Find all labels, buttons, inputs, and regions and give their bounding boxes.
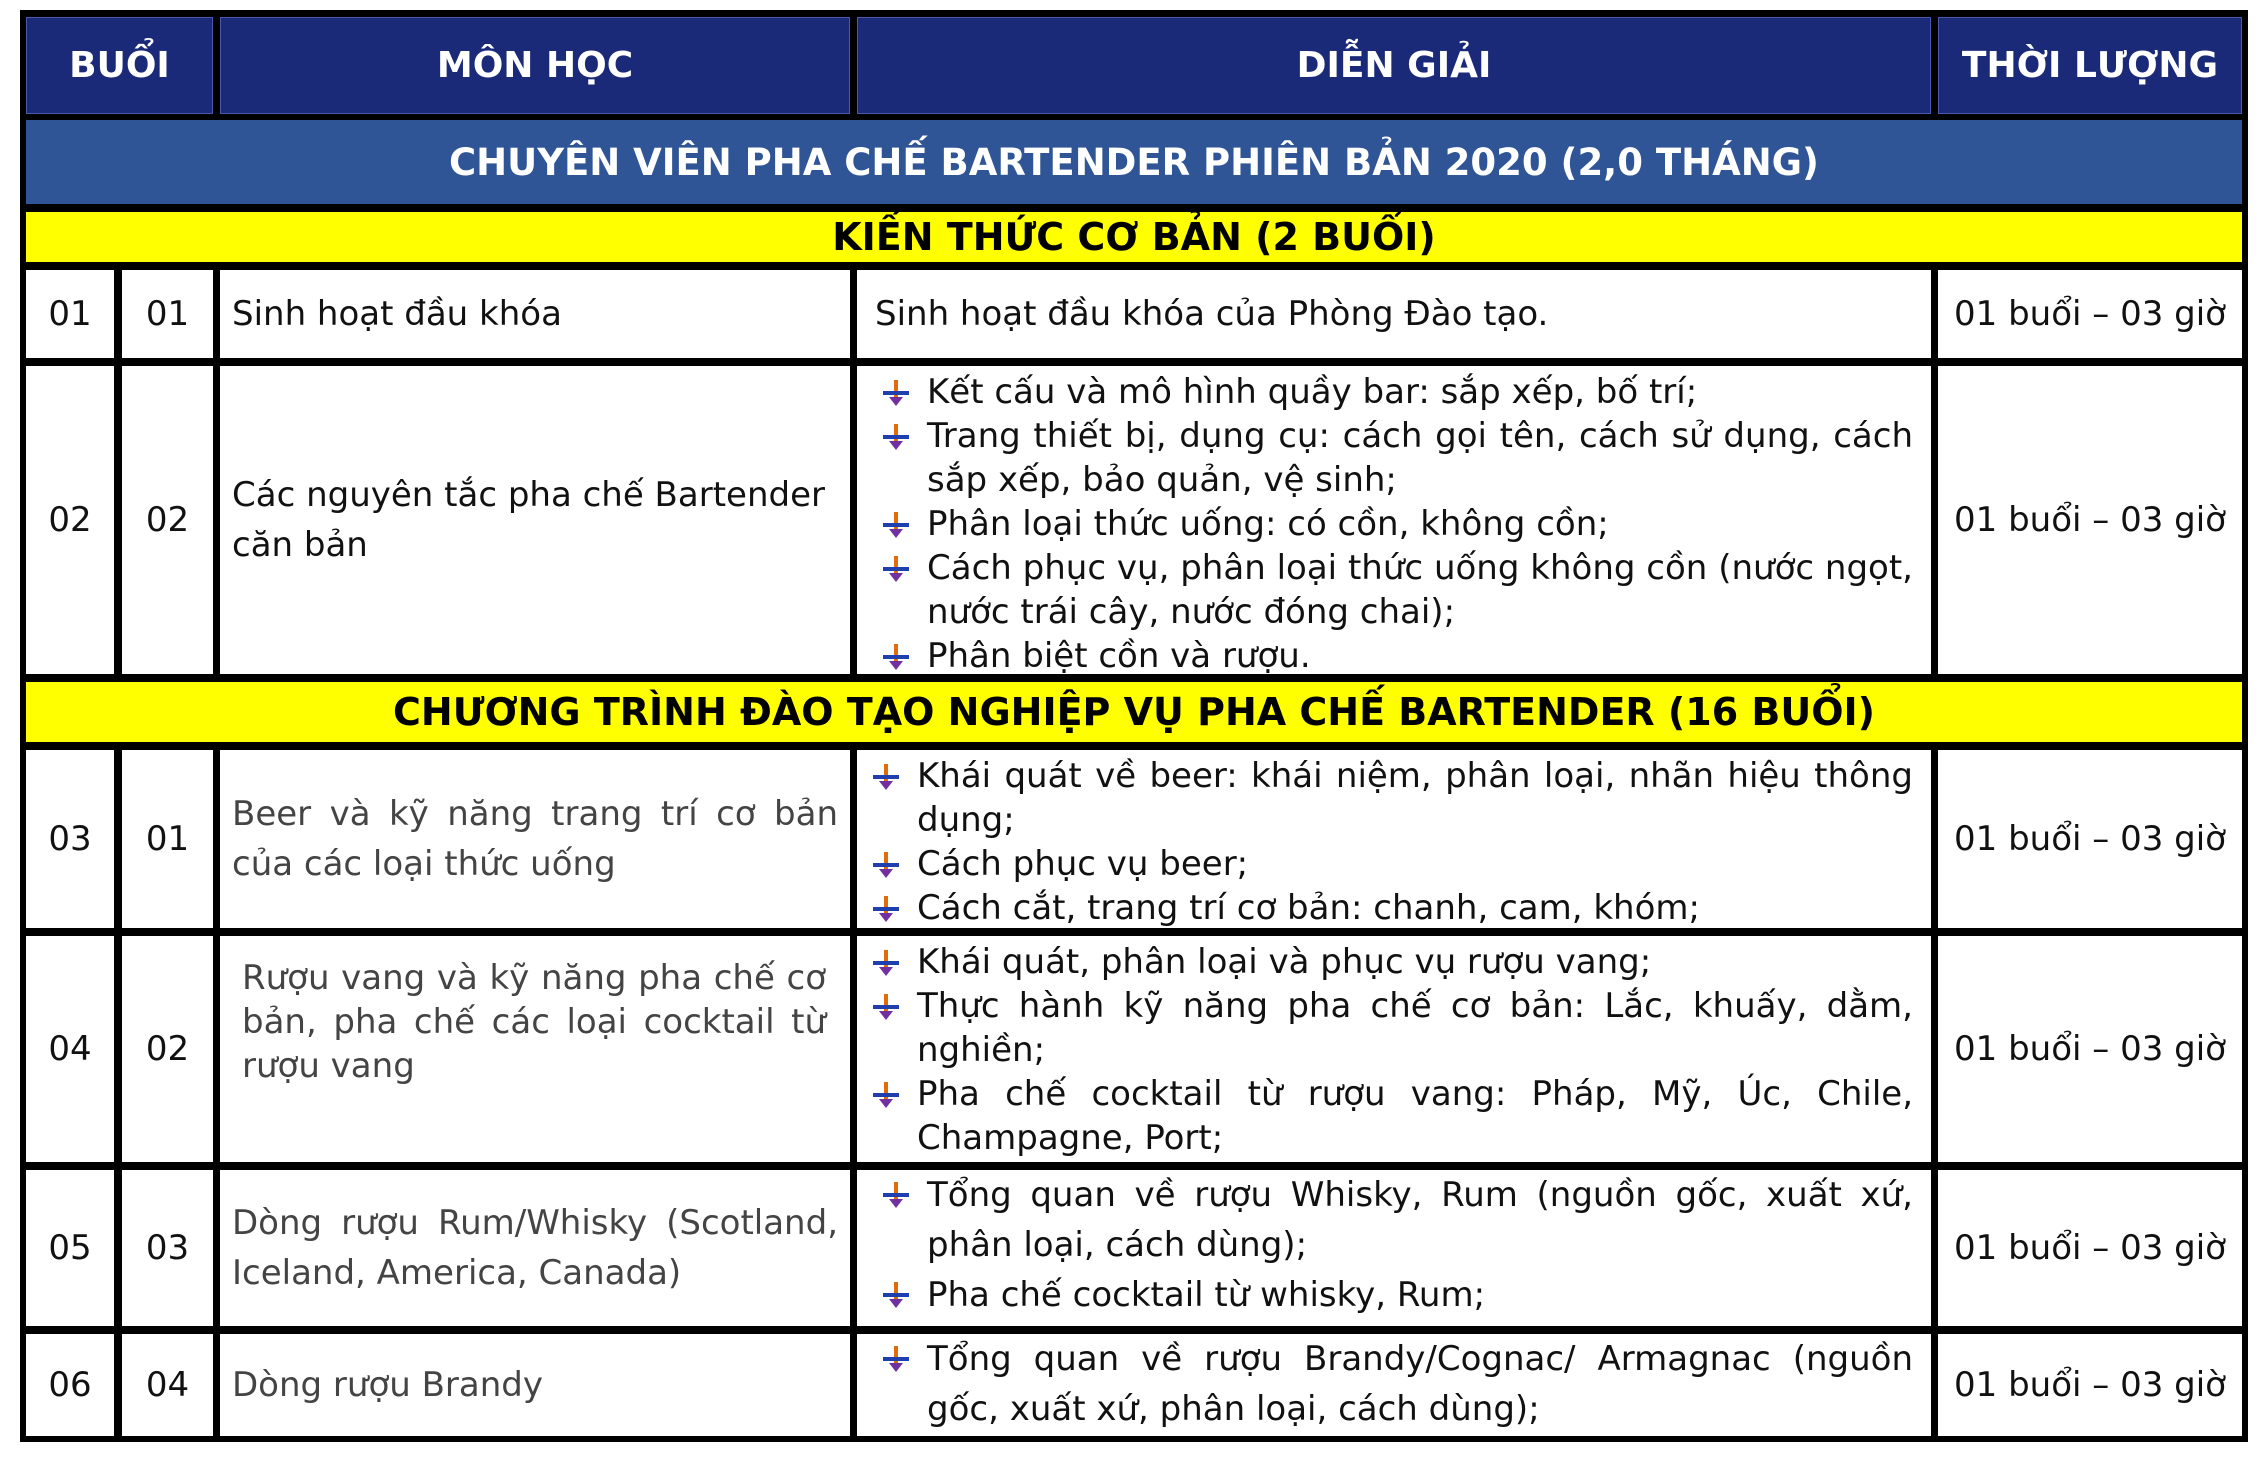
- bullet-arrow-icon: [871, 948, 901, 978]
- duration-cell: 01 buổi – 03 giờ: [1938, 366, 2242, 674]
- section-title: KIẾN THỨC CƠ BẢN (2 BUỔI): [26, 212, 2242, 262]
- bullet-text: Cách phục vụ, phân loại thức uống không cồn (nước ngọt, nước trái cây, nước đóng chai);: [927, 548, 1913, 632]
- subject-cell: [220, 750, 850, 928]
- header-col-duration: THỜI LƯỢNG: [1938, 17, 2242, 114]
- bullet-text: Thực hành kỹ năng pha chế cơ bản: Lắc, khuấy, dằm, nghiền;: [917, 986, 1913, 1070]
- bullet-text: Phân biệt cồn và rượu.: [927, 636, 1311, 674]
- description-bullet: [875, 370, 1913, 414]
- lesson-number: 04: [122, 1334, 213, 1436]
- bullet-arrow-icon: [871, 850, 901, 880]
- session-number: 02: [26, 366, 114, 674]
- subject-cell: [220, 366, 850, 674]
- bullet-arrow-icon: [881, 554, 911, 584]
- session-number: 04: [26, 936, 114, 1162]
- bullet-text: Pha chế cocktail từ whisky, Rum;: [927, 1275, 1486, 1315]
- subject-cell: [220, 270, 850, 358]
- description-cell: [857, 750, 1931, 928]
- bullet-text: Cách phục vụ beer;: [917, 844, 1249, 884]
- bullet-text: Khái quát về beer: khái niệm, phân loại, nhãn hiệu thông dụng;: [917, 756, 1913, 840]
- bullet-text: Phân loại thức uống: có cồn, không cồn;: [927, 504, 1609, 544]
- description-bullet: [875, 414, 1913, 502]
- description-bullet: [875, 1170, 1913, 1270]
- description-cell: [857, 936, 1931, 1162]
- session-number: 05: [26, 1170, 114, 1326]
- bullet-arrow-icon: [871, 762, 901, 792]
- bullet-arrow-icon: [871, 1080, 901, 1110]
- lesson-number: 02: [122, 936, 213, 1162]
- description-bullet: [865, 754, 1913, 842]
- bullet-arrow-icon: [881, 1280, 911, 1310]
- bullet-text: Cách cắt, trang trí cơ bản: chanh, cam, khóm;: [917, 888, 1700, 928]
- bullet-arrow-icon: [881, 422, 911, 452]
- subject-text: Rượu vang và kỹ năng pha chế cơ bản, pha chế các loại cocktail từ rượu vang: [242, 958, 826, 1086]
- description-bullet: [875, 1270, 1913, 1320]
- description-cell: [857, 270, 1931, 358]
- description-cell: [857, 366, 1931, 674]
- duration-cell: 01 buổi – 03 giờ: [1938, 1334, 2242, 1436]
- bullet-arrow-icon: [881, 1180, 911, 1210]
- subject-cell: [220, 936, 850, 1162]
- lesson-number: 03: [122, 1170, 213, 1326]
- session-number: 03: [26, 750, 114, 928]
- session-number: 06: [26, 1334, 114, 1436]
- section-title: CHƯƠNG TRÌNH ĐÀO TẠO NGHIỆP VỤ PHA CHẾ BARTENDER (16 BUỔI): [26, 682, 2242, 742]
- duration-cell: 01 buổi – 03 giờ: [1938, 936, 2242, 1162]
- header-col-subject: MÔN HỌC: [220, 17, 850, 114]
- description-bullet: [875, 502, 1913, 546]
- bullet-arrow-icon: [881, 642, 911, 672]
- header-col-session: BUỔI: [26, 17, 213, 114]
- description-bullet: [865, 984, 1913, 1072]
- description-bullet: [865, 842, 1913, 886]
- subject-cell: [220, 1334, 850, 1436]
- lesson-number: 01: [122, 750, 213, 928]
- duration-cell: 01 buổi – 03 giờ: [1938, 750, 2242, 928]
- description-bullet: [865, 940, 1913, 984]
- bullet-arrow-icon: [881, 510, 911, 540]
- duration-cell: 01 buổi – 03 giờ: [1938, 270, 2242, 358]
- header-col-description: DIỄN GIẢI: [857, 17, 1931, 114]
- duration-cell: 01 buổi – 03 giờ: [1938, 1170, 2242, 1326]
- bullet-arrow-icon: [881, 1344, 911, 1374]
- description-text: Sinh hoạt đầu khóa của Phòng Đào tạo.: [875, 294, 1549, 334]
- bullet-text: Tổng quan về rượu Whisky, Rum (nguồn gốc, xuất xứ, phân loại, cách dùng);: [927, 1175, 1913, 1265]
- bullet-text: Tổng quan về rượu Brandy/Cognac/ Armagnac (nguồn gốc, xuất xứ, phân loại, cách dùng);: [927, 1339, 1913, 1429]
- subject-cell: [220, 1170, 850, 1326]
- session-number: 01: [26, 270, 114, 358]
- bullet-arrow-icon: [871, 992, 901, 1022]
- description-bullet: [875, 546, 1913, 634]
- description-bullet: [875, 634, 1913, 674]
- description-cell: [857, 1170, 1931, 1326]
- description-bullet: [875, 1334, 1913, 1434]
- subject-text: Dòng rượu Brandy: [232, 1365, 543, 1405]
- course-title: CHUYÊN VIÊN PHA CHẾ BARTENDER PHIÊN BẢN 2020 (2,0 THÁNG): [26, 120, 2242, 204]
- subject-text: Sinh hoạt đầu khóa: [232, 294, 562, 334]
- bullet-text: Kết cấu và mô hình quầy bar: sắp xếp, bố trí;: [927, 372, 1698, 412]
- subject-text: Các nguyên tắc pha chế Bartender căn bản: [232, 475, 825, 565]
- bullet-arrow-icon: [871, 894, 901, 924]
- lesson-number: 01: [122, 270, 213, 358]
- description-bullet: [865, 1072, 1913, 1160]
- bullet-arrow-icon: [881, 378, 911, 408]
- subject-text: Dòng rượu Rum/Whisky (Scotland, Iceland, America, Canada): [232, 1203, 838, 1293]
- bullet-text: Khái quát, phân loại và phục vụ rượu vang;: [917, 942, 1652, 982]
- bullet-text: Pha chế cocktail từ rượu vang: Pháp, Mỹ, Úc, Chile, Champagne, Port;: [917, 1074, 1913, 1158]
- bullet-text: Trang thiết bị, dụng cụ: cách gọi tên, cách sử dụng, cách sắp xếp, bảo quản, vệ sinh;: [927, 416, 1913, 500]
- description-bullet: [865, 886, 1913, 928]
- description-cell: [857, 1334, 1931, 1436]
- subject-text: Beer và kỹ năng trang trí cơ bản của các loại thức uống: [232, 794, 838, 884]
- lesson-number: 02: [122, 366, 213, 674]
